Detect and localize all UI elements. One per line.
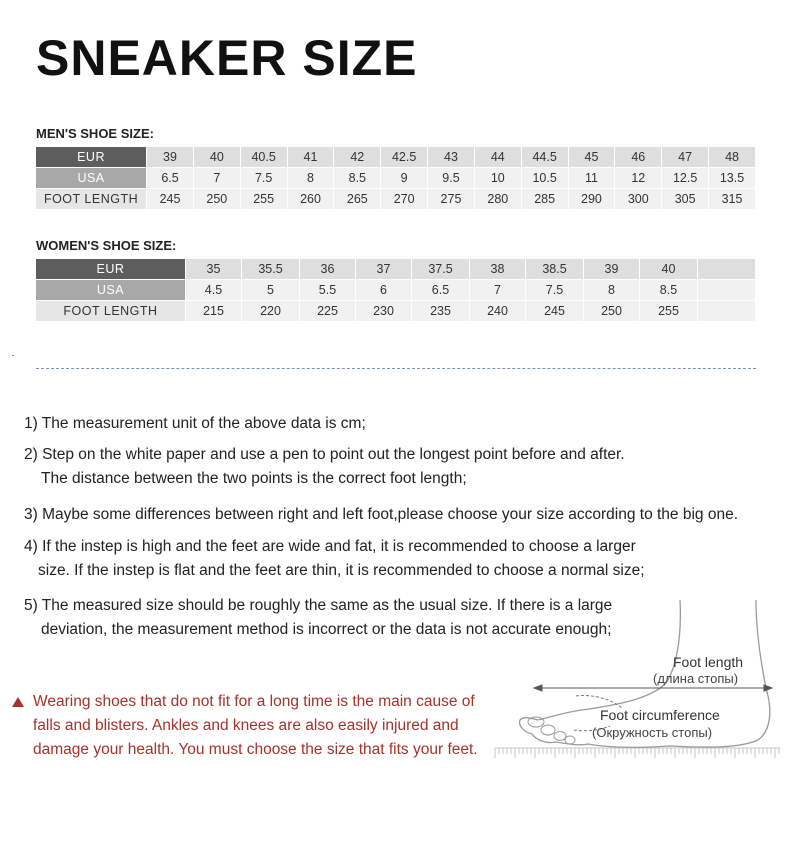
men-size-label: MEN'S SHOE SIZE: [36, 126, 154, 141]
size-cell: 7 [194, 168, 241, 189]
note-2-line-2: The distance between the two points is the correct foot length; [41, 470, 467, 487]
size-cell: 235 [412, 301, 470, 322]
size-cell: 9.5 [428, 168, 475, 189]
row-header: FOOT LENGTH [36, 301, 186, 322]
size-cell: 240 [470, 301, 526, 322]
women-row-usa [36, 280, 756, 301]
size-cell [698, 280, 756, 301]
size-cell: 290 [569, 189, 616, 210]
row-header: EUR [36, 259, 186, 280]
size-cell: 230 [356, 301, 412, 322]
size-cell [698, 301, 756, 322]
size-cell: 215 [186, 301, 242, 322]
size-cell: 5 [242, 280, 300, 301]
size-cell: 12 [615, 168, 662, 189]
size-cell: 44.5 [522, 147, 569, 168]
size-cell: 36 [300, 259, 356, 280]
note-4-line-1: 4) If the instep is high and the feet are wide and fat, it is recommended to choose a larger [24, 538, 636, 555]
size-cell: 40 [194, 147, 241, 168]
size-cell: 285 [522, 189, 569, 210]
size-cell: 265 [334, 189, 381, 210]
foot-circumference-ru-label: (Окружность стопы) [592, 725, 713, 740]
note-2-line-1: 2) Step on the white paper and use a pen to point out the longest point before and after. [24, 446, 625, 463]
warning-block [12, 690, 502, 762]
note-2 [24, 443, 625, 491]
size-cell: 40.5 [241, 147, 288, 168]
size-cell: 300 [615, 189, 662, 210]
size-cell: 8.5 [640, 280, 698, 301]
size-cell [698, 259, 756, 280]
size-cell: 35 [186, 259, 242, 280]
size-cell: 260 [288, 189, 335, 210]
size-cell: 42 [334, 147, 381, 168]
size-cell: 6.5 [412, 280, 470, 301]
size-cell: 46 [615, 147, 662, 168]
size-cell: 41 [288, 147, 335, 168]
size-cell: 45 [569, 147, 616, 168]
size-cell: 43 [428, 147, 475, 168]
size-cell: 250 [584, 301, 640, 322]
size-cell: 255 [640, 301, 698, 322]
size-cell: 225 [300, 301, 356, 322]
warning-text: Wearing shoes that do not fit for a long time is the main cause of falls and blisters. Ankles and knees are also easily injured and damage your health. You must choose the size that fits your feet. [33, 693, 478, 758]
men-row-foot-length [36, 189, 756, 210]
size-cell: 270 [381, 189, 428, 210]
note-1: 1) The measurement unit of the above data is cm; [24, 415, 366, 432]
size-cell: 44 [475, 147, 522, 168]
warning-triangle-icon [12, 697, 24, 707]
row-header: FOOT LENGTH [36, 189, 147, 210]
note-3: 3) Maybe some differences between right and left foot,please choose your size according to the big one. [24, 506, 739, 523]
size-cell: 8 [584, 280, 640, 301]
size-cell: 42.5 [381, 147, 428, 168]
size-cell: 48 [709, 147, 756, 168]
women-size-label: WOMEN'S SHOE SIZE: [36, 238, 177, 253]
size-cell: 8.5 [334, 168, 381, 189]
size-cell: 275 [428, 189, 475, 210]
stray-dot [12, 355, 14, 356]
size-cell: 10 [475, 168, 522, 189]
women-row-foot-length [36, 301, 756, 322]
size-cell: 37 [356, 259, 412, 280]
note-5-line-1: 5) The measured size should be roughly the same as the usual size. If there is a large [24, 597, 613, 614]
size-cell: 250 [194, 189, 241, 210]
size-cell: 6 [356, 280, 412, 301]
size-cell: 10.5 [522, 168, 569, 189]
size-cell: 4.5 [186, 280, 242, 301]
note-4 [24, 535, 645, 583]
women-row-eur [36, 259, 756, 280]
size-cell: 39 [584, 259, 640, 280]
foot-length-ru-label: (длина стопы) [653, 671, 739, 686]
size-cell: 7.5 [241, 168, 288, 189]
foot-illustration-icon [490, 598, 790, 773]
row-header: USA [36, 280, 186, 301]
size-cell: 280 [475, 189, 522, 210]
note-4-line-2: size. If the instep is flat and the feet are thin, it is recommended to choose a normal size; [38, 562, 645, 579]
size-cell: 11 [569, 168, 616, 189]
size-cell: 39 [147, 147, 194, 168]
size-cell: 220 [242, 301, 300, 322]
size-cell: 8 [288, 168, 335, 189]
size-cell: 7.5 [526, 280, 584, 301]
section-divider [36, 368, 756, 369]
size-cell: 35.5 [242, 259, 300, 280]
note-5-line-2: deviation, the measurement method is incorrect or the data is not accurate enough; [41, 621, 612, 638]
size-cell: 6.5 [147, 168, 194, 189]
size-cell: 255 [241, 189, 288, 210]
size-cell: 5.5 [300, 280, 356, 301]
size-cell: 305 [662, 189, 709, 210]
row-header: USA [36, 168, 147, 189]
size-cell: 245 [526, 301, 584, 322]
size-cell: 12.5 [662, 168, 709, 189]
size-cell: 37.5 [412, 259, 470, 280]
size-cell: 38 [470, 259, 526, 280]
size-cell: 13.5 [709, 168, 756, 189]
foot-length-label: Foot length [673, 654, 744, 670]
men-row-usa [36, 168, 756, 189]
size-cell: 315 [709, 189, 756, 210]
men-row-eur [36, 147, 756, 168]
men-size-table [36, 147, 756, 210]
foot-circumference-label: Foot circumference [600, 707, 720, 723]
size-cell: 40 [640, 259, 698, 280]
size-cell: 7 [470, 280, 526, 301]
page-title: SNEAKER SIZE [36, 30, 418, 86]
size-cell: 9 [381, 168, 428, 189]
row-header: EUR [36, 147, 147, 168]
foot-measurement-figure [490, 598, 790, 773]
women-size-table [36, 259, 756, 322]
size-cell: 245 [147, 189, 194, 210]
size-cell: 47 [662, 147, 709, 168]
size-cell: 38.5 [526, 259, 584, 280]
